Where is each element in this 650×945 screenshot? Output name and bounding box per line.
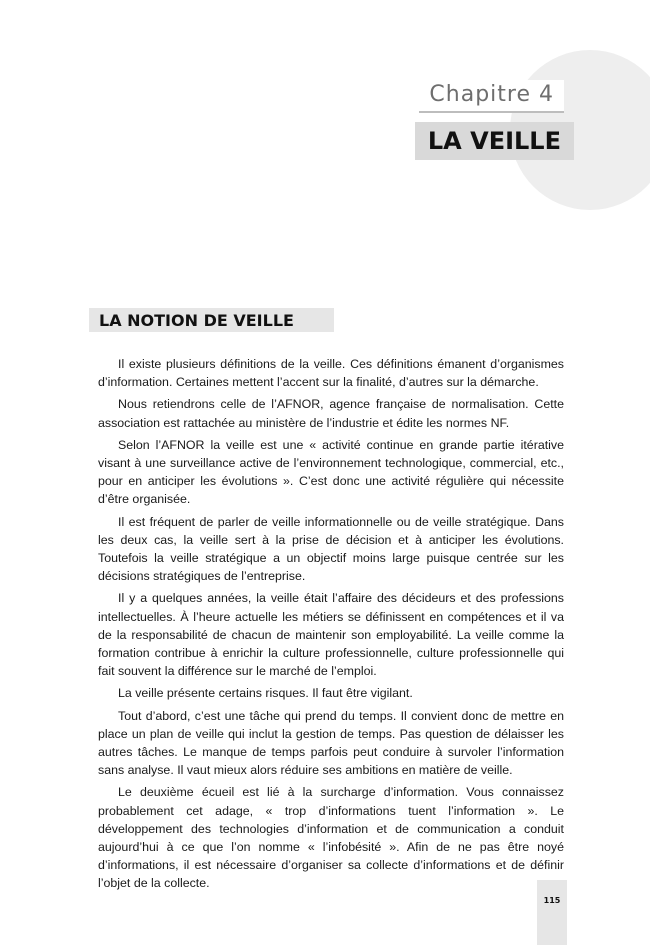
- paragraph: Nous retiendrons celle de l’AFNOR, agence française de normalisation. Cette association est rattachée au ministère de l’industrie et édite les normes NF.: [98, 397, 564, 430]
- paragraph: Tout d’abord, c’est une tâche qui prend du temps. Il convient donc de mettre en place un plan de veille qui inclut la gestion de temps. Pas question de délaisser les autres tâches. Le manque de temps parfois peut conduire à survoler l’information sans analyse. Il vaut mieux alors réduire ses ambitions en matière de veille.: [98, 708, 564, 778]
- paragraph: Il y a quelques années, la veille était l’affaire des décideurs et des professions intellectuelles. À l’heure actuelle les métiers se définissent en compétences et il va de la responsabilité de chacun de maintenir son employabilité. La veille comme la formation contribue à enrichir la culture professionnelle, culture professionnelle qui fait souvent la différence sur le marché de l’emploi.: [98, 591, 564, 679]
- paragraph: Selon l’AFNOR la veille est une « activité continue en grande partie itérative visant à une surveillance active de l’environnement technologique, commercial, etc., pour en anticiper les évolutions ». C’est donc une activité régulière qui nécessite d’être organisée.: [98, 437, 564, 507]
- page-number: 115: [543, 896, 561, 905]
- paragraph: Il est fréquent de parler de veille informationnelle ou de veille stratégique. Dans les deux cas, la veille sert à la prise de décision et à anticiper les évolutions. Toutefois la veille stratégique a un objectif moins large puisque centrée sur les décisions stratégiques de l’entreprise.: [98, 514, 564, 584]
- paragraph: Il existe plusieurs définitions de la veille. Ces définitions émanent d’organismes d’information. Certaines mettent l’accent sur la finalité, d’autres sur la démarche.: [98, 357, 564, 390]
- page-number-strip: [537, 880, 567, 945]
- body-text: [98, 355, 564, 897]
- paragraph: Le deuxième écueil est lié à la surcharge d’information. Vous connaissez probablement cet adage, « trop d’informations tuent l’information ». Le développement des technologies d’information et de communication a conduit aujourd’hui à ce que l’on nomme « l’infobésité ». Afin de ne pas être noyé d’informations, il est nécessaire d’organiser sa collecte d’informations et de définir l’objet de la collecte.: [98, 785, 564, 891]
- chapter-label: Chapitre 4: [419, 80, 564, 113]
- chapter-title: LA VEILLE: [415, 122, 574, 160]
- paragraph: La veille présente certains risques. Il faut être vigilant.: [118, 686, 413, 701]
- section-heading: LA NOTION DE VEILLE: [89, 308, 334, 332]
